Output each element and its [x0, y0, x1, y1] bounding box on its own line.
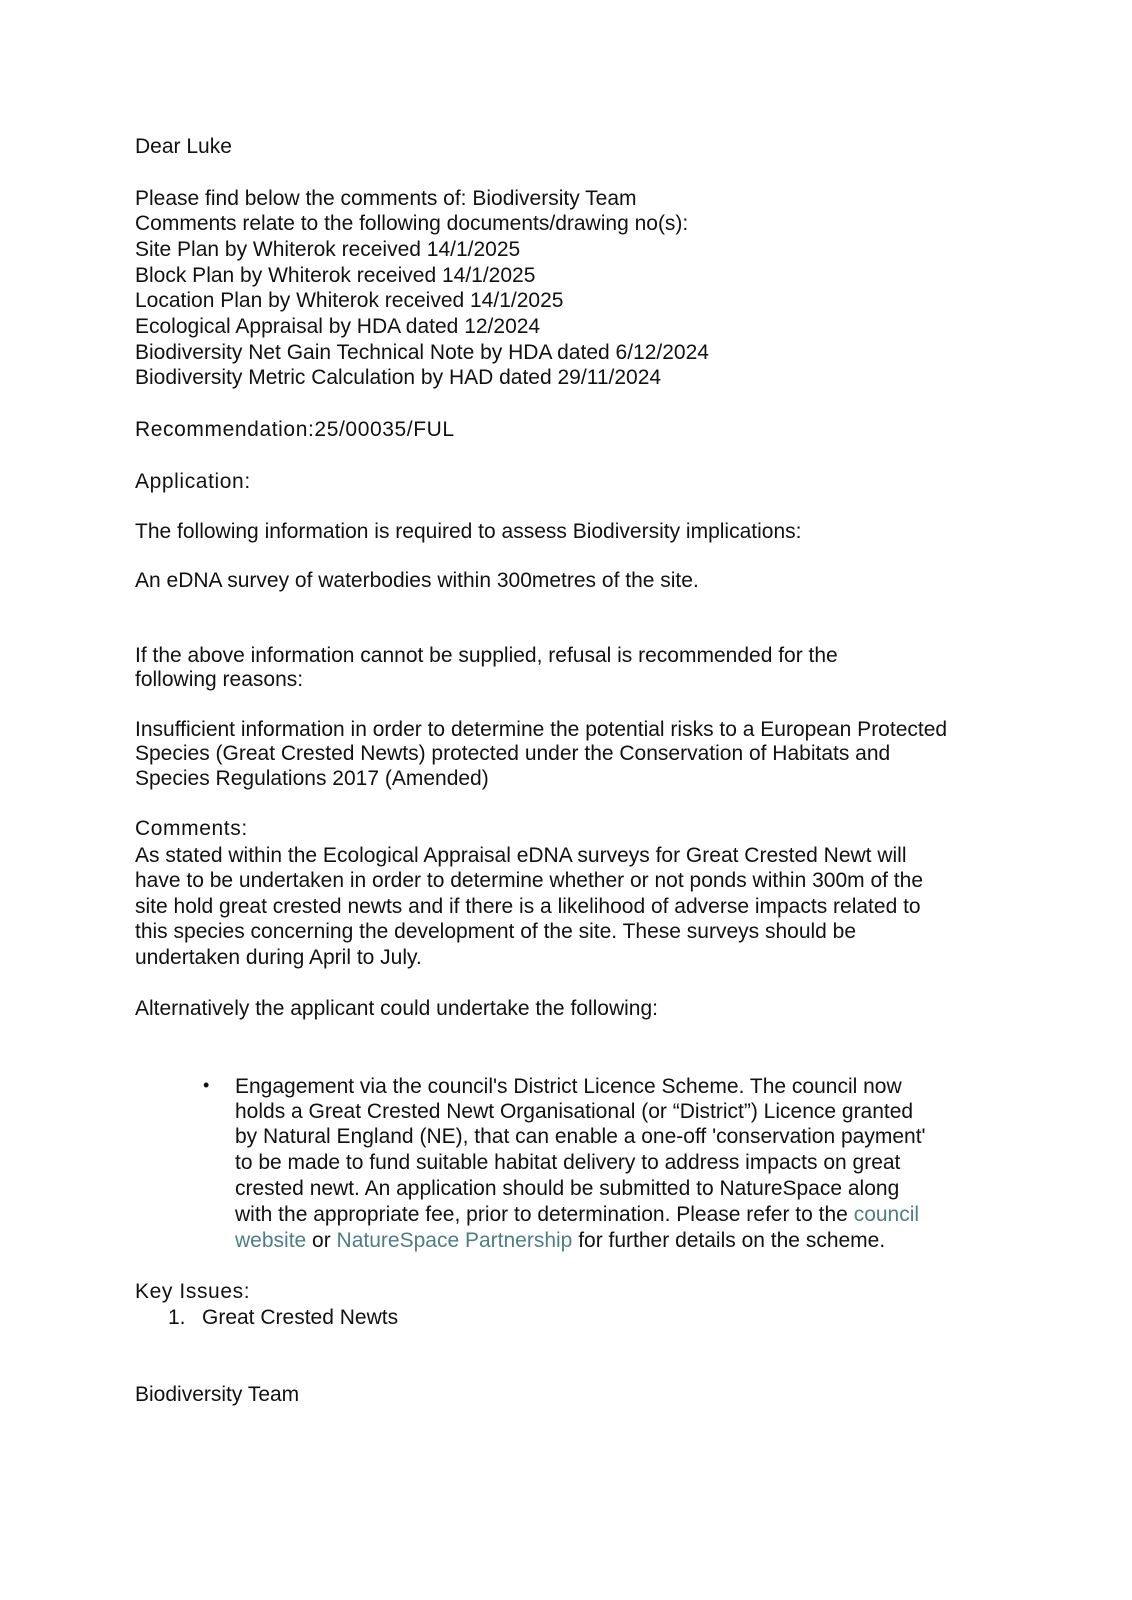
reason-line: Insufficient information in order to determine the potential risks to a European Protected: [135, 718, 948, 741]
header-line: Please find below the comments of: Biodiversity Team: [135, 187, 637, 210]
naturespace-partnership-link[interactable]: NatureSpace Partnership: [336, 1229, 573, 1252]
document-item: Ecological Appraisal by HDA dated 12/2024: [135, 315, 541, 338]
bullet-line: holds a Great Crested Newt Organisational (or “District”) Licence granted: [235, 1100, 914, 1123]
alternatively: Alternatively the applicant could undertake the following:: [135, 997, 658, 1020]
reason-line: Species (Great Crested Newts) protected under the Conservation of Habitats and: [135, 742, 891, 765]
comments-line: site hold great crested newts and if there is a likelihood of adverse impacts related to: [135, 895, 921, 918]
refusal-line: If the above information cannot be supplied, refusal is recommended for the: [135, 644, 838, 667]
bullet-line: [235, 1202, 919, 1228]
council-website-link[interactable]: website: [235, 1229, 307, 1252]
key-issue: Great Crested Newts: [202, 1306, 399, 1329]
bullet-line: crested newt. An application should be submitted to NatureSpace along: [235, 1177, 900, 1200]
document-item: Location Plan by Whiterok received 14/1/2025: [135, 289, 564, 312]
document-item: Biodiversity Metric Calculation by HAD dated 29/11/2024: [135, 366, 662, 389]
edna-requirement: An eDNA survey of waterbodies within 300metres of the site.: [135, 569, 699, 592]
header-line: Comments relate to the following documents/drawing no(s):: [135, 212, 689, 235]
key-issues-heading: Key Issues:: [135, 1280, 251, 1303]
signoff: Biodiversity Team: [135, 1383, 300, 1406]
bullet-line: to be made to fund suitable habitat delivery to address impacts on great: [235, 1151, 901, 1174]
bullet-line: Engagement via the council's District Licence Scheme. The council now: [235, 1075, 902, 1098]
info-required: The following information is required to assess Biodiversity implications:: [135, 520, 802, 543]
comments-line: have to be undertaken in order to determine whether or not ponds within 300m of the: [135, 869, 923, 892]
comments-line: undertaken during April to July.: [135, 946, 422, 969]
document-item: Site Plan by Whiterok received 14/1/2025: [135, 238, 521, 261]
bullet-tail: for further details on the scheme.: [572, 1229, 886, 1252]
or-text: or: [306, 1229, 337, 1252]
salutation: Dear Luke: [135, 135, 232, 158]
bullet-icon: •: [203, 1075, 210, 1095]
council-website-link[interactable]: council: [853, 1203, 920, 1226]
application-heading: Application:: [135, 470, 251, 493]
bullet-text: with the appropriate fee, prior to determination. Please refer to the: [235, 1203, 854, 1226]
comments-heading: Comments:: [135, 817, 248, 840]
comments-line: this species concerning the development of the site. These surveys should be: [135, 920, 857, 943]
refusal-line: following reasons:: [135, 668, 304, 691]
bullet-line: by Natural England (NE), that can enable a one-off 'conservation payment': [235, 1125, 926, 1148]
document-item: Biodiversity Net Gain Technical Note by HDA dated 6/12/2024: [135, 341, 709, 364]
bullet-line: [235, 1228, 885, 1254]
key-issue-number: 1.: [168, 1306, 186, 1329]
comments-line: As stated within the Ecological Appraisal eDNA surveys for Great Crested Newt will: [135, 844, 907, 867]
reason-line: Species Regulations 2017 (Amended): [135, 767, 489, 790]
recommendation: Recommendation:25/00035/FUL: [135, 418, 455, 441]
document-item: Block Plan by Whiterok received 14/1/2025: [135, 264, 536, 287]
